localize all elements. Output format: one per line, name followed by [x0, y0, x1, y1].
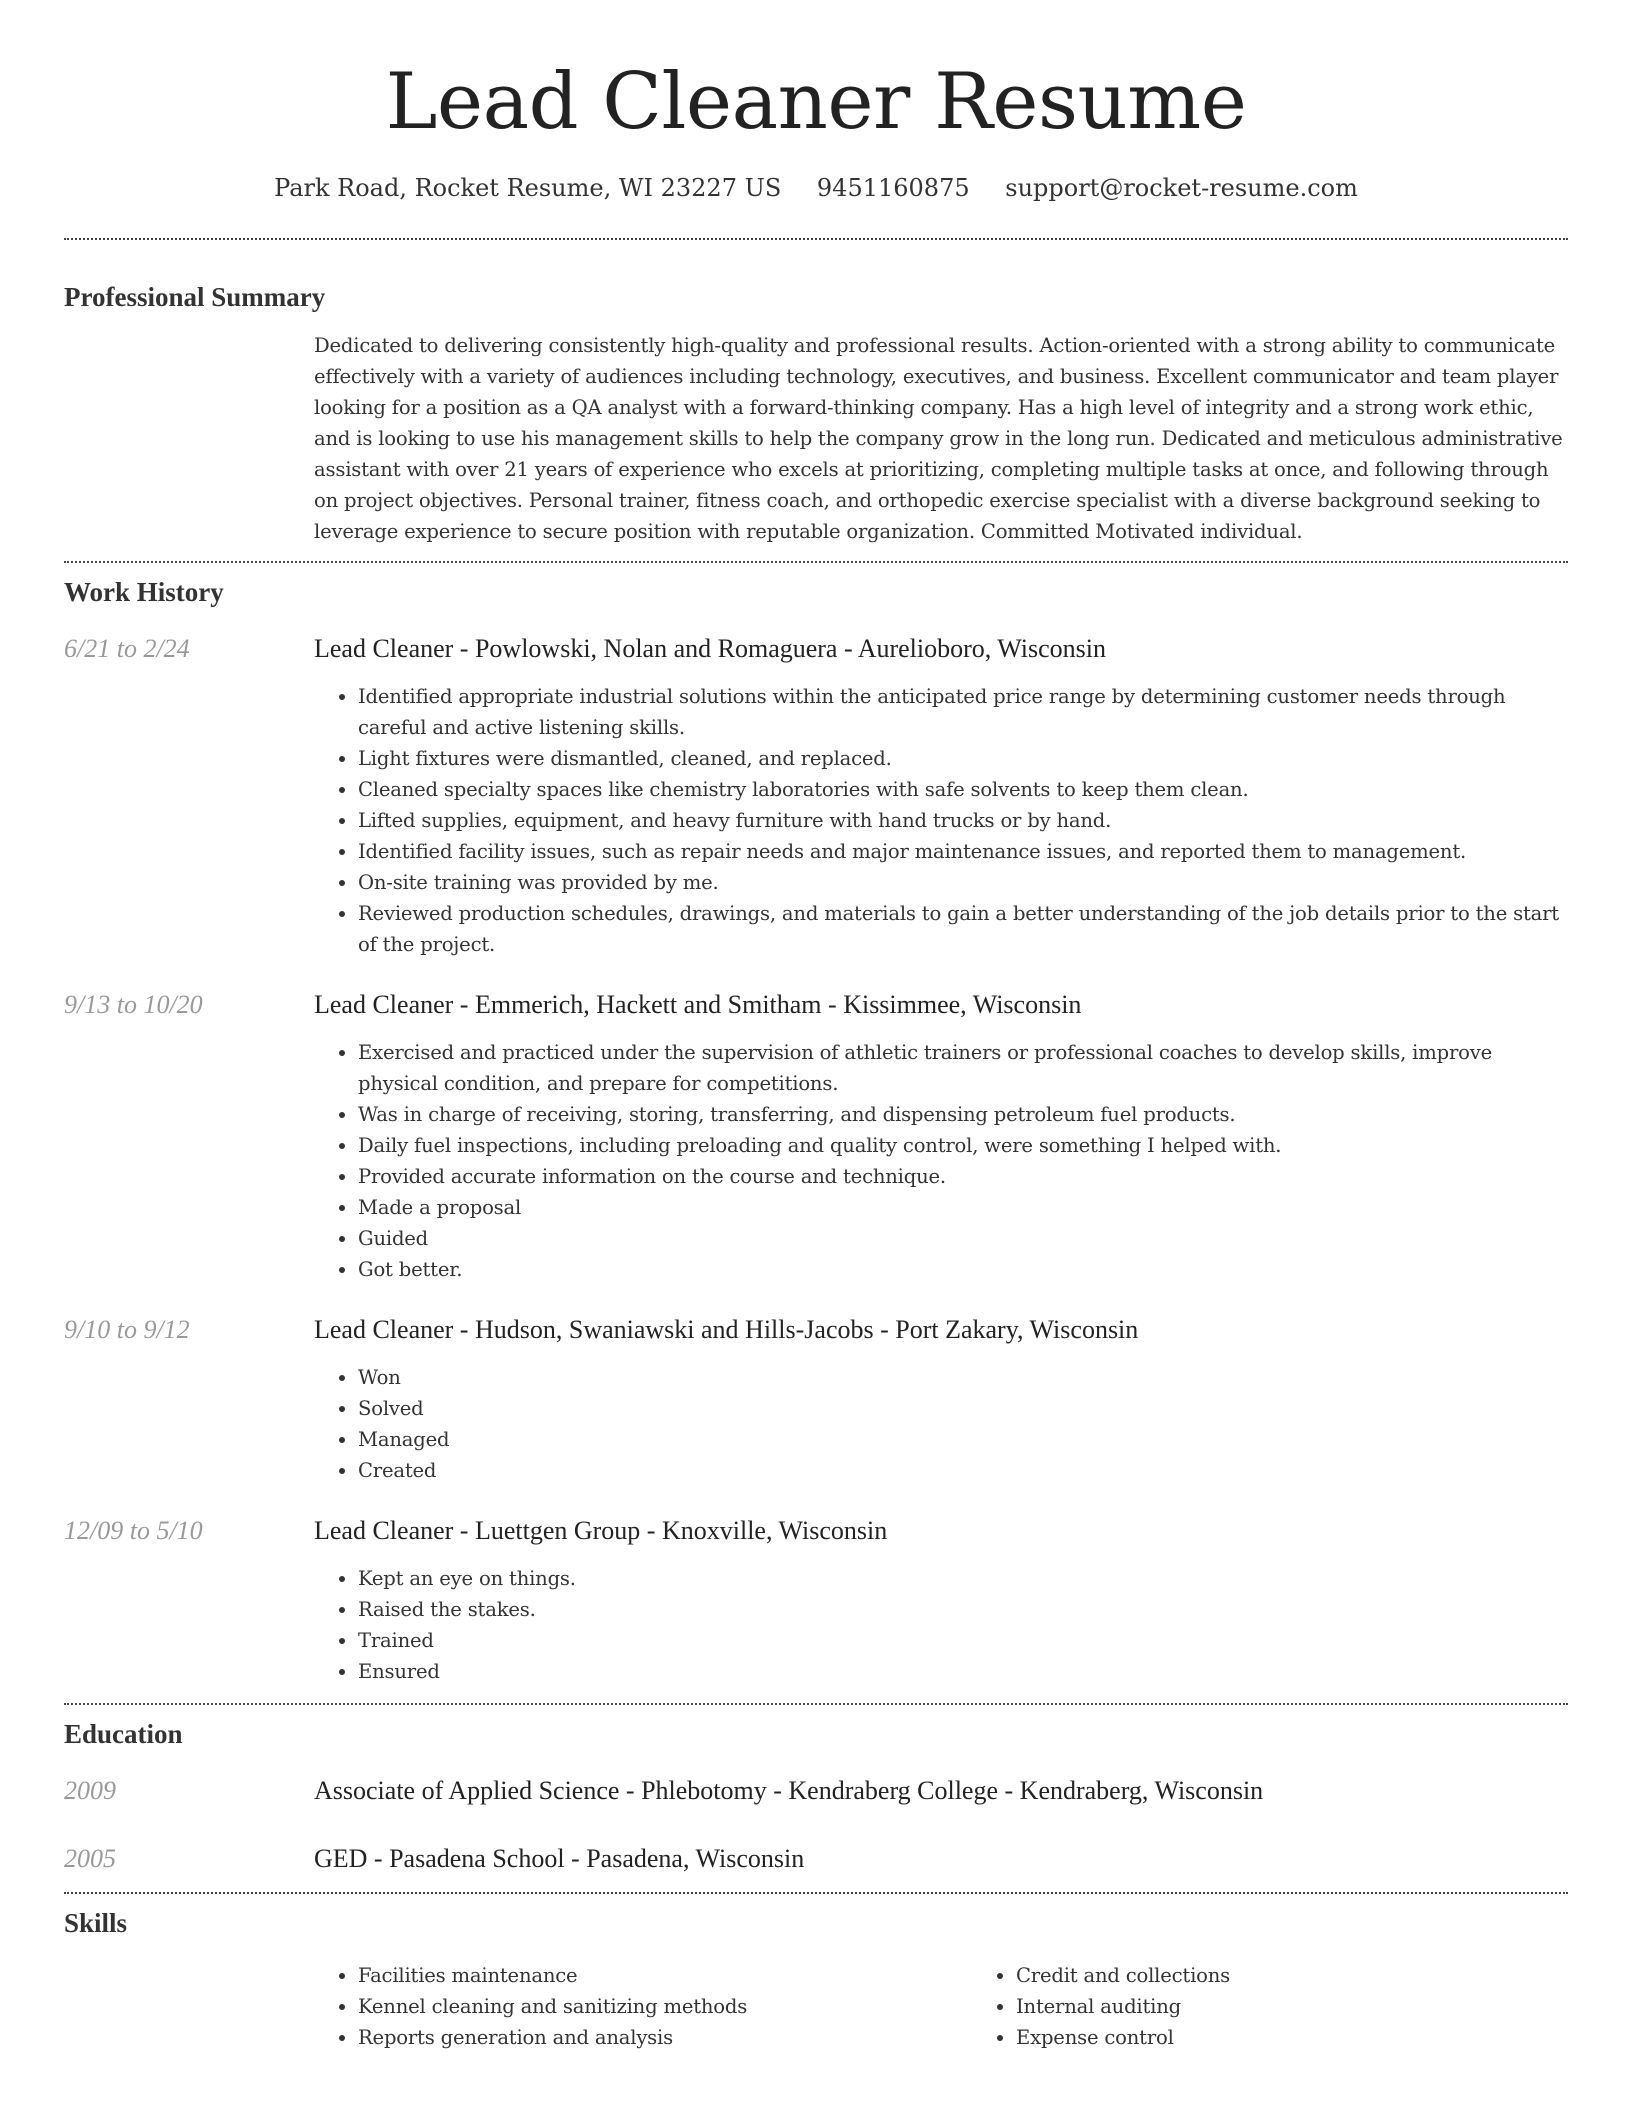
job-title: Lead Cleaner - Luettgen Group - Knoxville, Wisconsin — [314, 1516, 888, 1545]
education-entry — [64, 1842, 1568, 1876]
resume-title: Lead Cleaner Resume — [385, 57, 1247, 147]
job-entry — [64, 988, 1568, 1285]
section-title-education: Education — [64, 1719, 183, 1749]
list-item: • Got better. — [358, 1254, 1568, 1285]
job-bullets — [314, 1037, 1568, 1285]
list-item: • Internal auditing — [1016, 1991, 1630, 2022]
job-title: Lead Cleaner - Powlowski, Nolan and Romaguera - Aurelioboro, Wisconsin — [314, 634, 1107, 663]
job-entry — [64, 1514, 1568, 1687]
section-title-work-history: Work History — [64, 577, 224, 607]
education-text: GED - Pasadena School - Pasadena, Wisconsin — [314, 1844, 805, 1873]
job-bullets — [314, 1362, 1568, 1486]
list-item: • Guided — [358, 1223, 1568, 1254]
job-dates: 9/10 to 9/12 — [64, 1315, 190, 1344]
list-item: • Won — [358, 1362, 1568, 1393]
divider — [64, 238, 1568, 240]
list-item: • Provided accurate information on the course and technique. — [358, 1161, 1568, 1192]
list-item: • Trained — [358, 1625, 1568, 1656]
list-item: • Was in charge of receiving, storing, transferring, and dispensing petroleum fuel products. — [358, 1099, 1568, 1130]
divider — [64, 1703, 1568, 1705]
job-dates: 12/09 to 5/10 — [64, 1516, 203, 1545]
list-item: • Daily fuel inspections, including preloading and quality control, were something I helped with. — [358, 1130, 1568, 1161]
list-item: • Credit and collections — [1016, 1960, 1630, 1991]
list-item: • Reports generation and analysis — [358, 2022, 972, 2053]
education-entry — [64, 1774, 1568, 1808]
education-section — [64, 1717, 1568, 1876]
job-dates: 9/13 to 10/20 — [64, 990, 203, 1019]
list-item: • Expense control — [1016, 2022, 1630, 2053]
job-title: Lead Cleaner - Emmerich, Hackett and Smitham - Kissimmee, Wisconsin — [314, 990, 1082, 1019]
list-item: • Reviewed production schedules, drawings, and materials to gain a better understanding of the job details prior to the start of the project. — [358, 898, 1568, 960]
skills-columns — [314, 1960, 1630, 2053]
job-bullets — [314, 1563, 1568, 1687]
work-history-section — [64, 575, 1568, 1687]
education-text: Associate of Applied Science - Phlebotomy - Kendraberg College - Kendraberg, Wisconsin — [314, 1776, 1264, 1805]
list-item: • Ensured — [358, 1656, 1568, 1687]
list-item: • Kennel cleaning and sanitizing methods — [358, 1991, 972, 2022]
list-item: • Identified facility issues, such as repair needs and major maintenance issues, and reported them to management. — [358, 836, 1568, 867]
list-item: • Kept an eye on things. — [358, 1563, 1568, 1594]
skills-list-right — [972, 1960, 1630, 2053]
summary-text: Dedicated to delivering consistently high-quality and professional results. Action-oriented with a strong ability to communicate effectively with a variety of audiences including technology, executives, and business. Excellent communicator and team player looking for a position as a QA analyst with a forward-thinking company. Has a high level of integrity and a strong work ethic, and is looking to use his management skills to help the company grow in the long run. Dedicated and meticulous administrative assistant with over 21 years of experience who excels at prioritizing, completing multiple tasks at once, and following through on project objectives. Personal trainer, fitness coach, and orthopedic exercise specialist with a diverse background seeking to leverage experience to secure position with reputable organization. Committed Motivated individual. — [314, 334, 1563, 543]
contact-address: Park Road, Rocket Resume, WI 23227 US — [274, 174, 782, 202]
skills-section — [64, 1906, 1568, 2053]
list-item: • Light fixtures were dismantled, cleaned, and replaced. — [358, 743, 1568, 774]
list-item: • Raised the stakes. — [358, 1594, 1568, 1625]
section-title-skills: Skills — [64, 1908, 128, 1938]
divider — [64, 561, 1568, 563]
job-entry — [64, 1313, 1568, 1486]
job-entry — [64, 632, 1568, 960]
job-title: Lead Cleaner - Hudson, Swaniawski and Hills-Jacobs - Port Zakary, Wisconsin — [314, 1315, 1139, 1344]
contact-line — [64, 172, 1568, 204]
list-item: • Created — [358, 1455, 1568, 1486]
divider — [64, 1892, 1568, 1894]
list-item: • Lifted supplies, equipment, and heavy furniture with hand trucks or by hand. — [358, 805, 1568, 836]
contact-phone: 9451160875 — [816, 174, 970, 202]
list-item: • Solved — [358, 1393, 1568, 1424]
job-bullets — [314, 681, 1568, 960]
job-dates: 6/21 to 2/24 — [64, 634, 190, 663]
list-item: • On-site training was provided by me. — [358, 867, 1568, 898]
list-item: • Identified appropriate industrial solutions within the anticipated price range by determining customer needs through careful and active listening skills. — [358, 681, 1568, 743]
list-item: • Made a proposal — [358, 1192, 1568, 1223]
skills-list-left — [314, 1960, 972, 2053]
education-year: 2009 — [64, 1776, 116, 1805]
section-title-summary: Professional Summary — [64, 282, 326, 312]
list-item: • Managed — [358, 1424, 1568, 1455]
list-item: • Facilities maintenance — [358, 1960, 972, 1991]
education-year: 2005 — [64, 1844, 116, 1873]
contact-email: support@rocket-resume.com — [1005, 174, 1358, 202]
list-item: • Exercised and practiced under the supervision of athletic trainers or professional coaches to develop skills, improve physical condition, and prepare for competitions. — [358, 1037, 1568, 1099]
summary-section — [64, 280, 1568, 547]
list-item: • Cleaned specialty spaces like chemistry laboratories with safe solvents to keep them clean. — [358, 774, 1568, 805]
resume-page — [64, 0, 1568, 2053]
